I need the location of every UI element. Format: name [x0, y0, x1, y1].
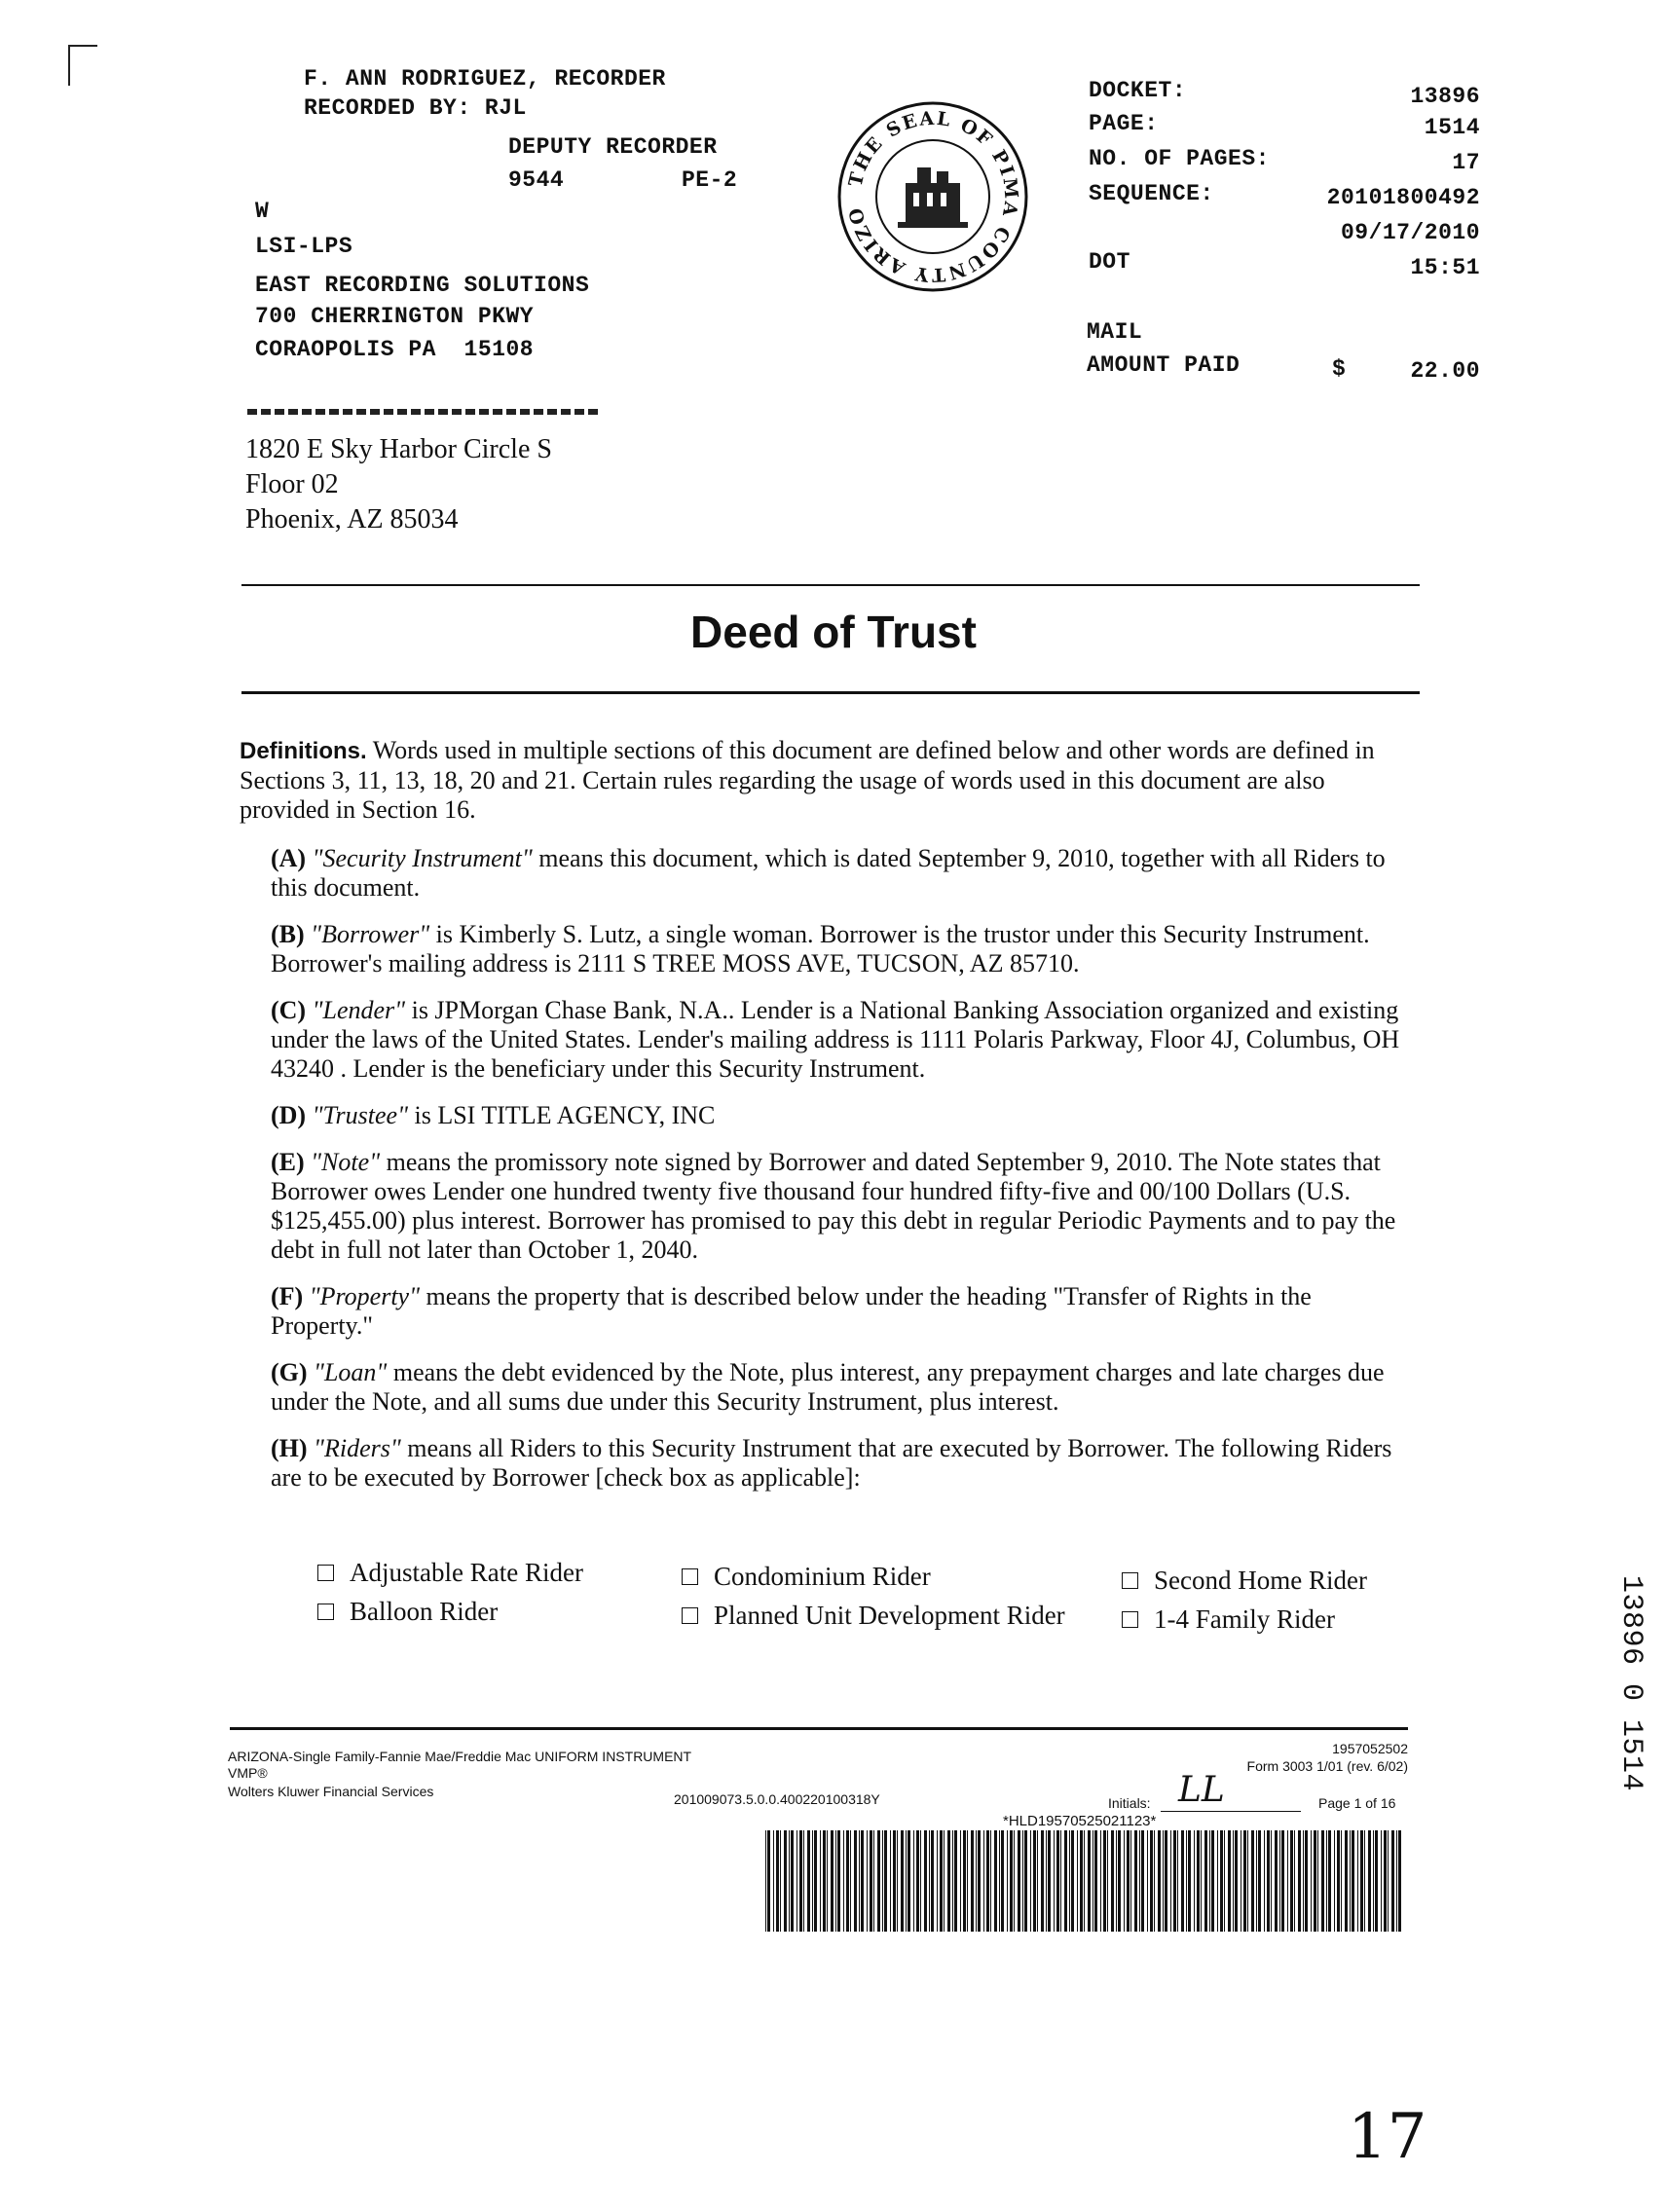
footer-form-number: Form 3003 1/01 (rev. 6/02)	[1246, 1758, 1408, 1774]
prepared-by-cut-line	[247, 403, 598, 417]
prepared-by-line-3: Phoenix, AZ 85034	[245, 504, 459, 535]
return-line-2: EAST RECORDING SOLUTIONS	[255, 273, 590, 298]
return-line-4: CORAOPOLIS PA 15108	[255, 337, 535, 362]
initials-signature: LL	[1178, 1770, 1225, 1810]
rider-condominium[interactable]: Condominium Rider	[682, 1562, 931, 1592]
handwritten-page-count: 17	[1348, 2101, 1427, 2173]
definitions-intro	[240, 736, 1420, 825]
dot-label: DOT	[1089, 249, 1130, 275]
page-value: 1514	[1424, 115, 1480, 140]
document-title: Deed of Trust	[690, 607, 977, 657]
return-line-1: LSI-LPS	[255, 234, 353, 259]
recorded-by: RECORDED BY: RJL	[304, 95, 527, 121]
footer-loan-number: 1957052502	[1332, 1741, 1408, 1756]
recorder-name: F. ANN RODRIGUEZ, RECORDER	[304, 66, 666, 92]
footer-page-number: Page 1 of 16	[1318, 1795, 1396, 1811]
svg-text:THE SEAL OF PIMA COUNTY ARIZON: THE SEAL OF PIMA COUNTY ARIZO	[844, 107, 1022, 286]
definition-h: (H) "Riders" means all Riders to this Security Instrument that are executed by Borrower. The following Riders are to be executed by Borrower [check box as applicable]:	[271, 1434, 1392, 1492]
pages-value: 17	[1452, 150, 1480, 175]
sequence-value: 20101800492	[1326, 185, 1480, 210]
barcode	[765, 1830, 1408, 1932]
sequence-label: SEQUENCE:	[1089, 181, 1214, 206]
definition-f: (F) "Property" means the property that is described below under the heading "Transfer of Rights in the Property."	[271, 1282, 1312, 1340]
footer-publisher: Wolters Kluwer Financial Services	[228, 1784, 434, 1799]
definition-a: (A) "Security Instrument" means this document, which is dated September 9, 2010, together with all Riders to this document.	[271, 844, 1386, 902]
rider-balloon[interactable]: Balloon Rider	[317, 1597, 498, 1627]
title-bottom-rule	[241, 691, 1420, 694]
deputy-recorder: DEPUTY RECORDER	[508, 134, 718, 160]
barcode-text: *HLD19570525021123*	[1003, 1813, 1157, 1829]
definitions-intro-text: Words used in multiple sections of this document are defined below and other words are defined in Sections 3, 11, 13, 18, 20 and 21. Certain rules regarding the usage of words used in this document are also provided in Section 16.	[240, 736, 1375, 824]
return-line-3: 700 CHERRINGTON PKWY	[255, 304, 535, 329]
rider-second-home[interactable]: Second Home Rider	[1122, 1566, 1367, 1596]
page-label: PAGE:	[1089, 111, 1159, 136]
definition-e: (E) "Note" means the promissory note signed by Borrower and dated September 9, 2010. The Note states that Borrower owes Lender one hundred twenty five thousand four hundred fifty-five and 00/100 Dollars (U.S. $125,455.00) plus interest. Borrower has promised to pay this debt in regular Periodic Payments and to pay the debt in full not later than October 1, 2040.	[271, 1148, 1396, 1264]
prepared-by-line-1: 1820 E Sky Harbor Circle S	[245, 434, 552, 464]
docket-value: 13896	[1410, 84, 1480, 109]
definition-g: (G) "Loan" means the debt evidenced by the Note, plus interest, any prepayment charges and late charges due under the Note, and all sums due under this Security Instrument, plus interest.	[271, 1358, 1385, 1416]
amount-value: 22.00	[1410, 358, 1480, 384]
initials-line	[1161, 1811, 1301, 1812]
rider-pud[interactable]: Planned Unit Development Rider	[682, 1601, 1065, 1631]
corner-mark	[68, 45, 97, 86]
definition-d: (D) "Trustee" is LSI TITLE AGENCY, INC	[271, 1101, 716, 1129]
rider-1-4-family[interactable]: 1-4 Family Rider	[1122, 1604, 1335, 1635]
recording-date: 09/17/2010	[1340, 220, 1480, 245]
definitions-section	[240, 736, 1420, 1510]
docket-label: DOCKET:	[1089, 78, 1187, 103]
definition-b: (B) "Borrower" is Kimberly S. Lutz, a single woman. Borrower is the trustor under this Security Instrument. Borrower's mailing address is 2111 S TREE MOSS AVE, TUCSON, AZ 85710.	[271, 920, 1370, 977]
checkbox[interactable]	[317, 1565, 334, 1581]
margin-number: 13896 0 1514	[1614, 1575, 1648, 1792]
recorder-code-2: PE-2	[682, 167, 738, 193]
checkbox[interactable]	[1122, 1572, 1138, 1589]
checkbox[interactable]	[682, 1607, 698, 1624]
pages-label: NO. OF PAGES:	[1089, 146, 1270, 171]
footer-initials-label: Initials:	[1108, 1795, 1151, 1811]
definitions-lead: Definitions.	[240, 738, 367, 764]
return-w: W	[255, 199, 270, 224]
rider-adjustable-rate[interactable]: Adjustable Rate Rider	[317, 1558, 583, 1588]
title-top-rule	[241, 584, 1420, 586]
checkbox[interactable]	[682, 1568, 698, 1585]
mail-label: MAIL	[1087, 319, 1143, 345]
footer-doc-id: 201009073.5.0.0.4002201003​18Y	[674, 1791, 880, 1807]
prepared-by-line-2: Floor 02	[245, 469, 339, 499]
recorder-code-1: 9544	[508, 167, 565, 193]
footer-rule	[230, 1727, 1408, 1730]
definition-c: (C) "Lender" is JPMorgan Chase Bank, N.A.. Lender is a National Banking Association organized and existing under the laws of the United States. Lender's mailing address is 1111 Polaris Parkway, Floor 4J, Columbus, OH 43240 . Lender is the beneficiary under this Security Instrument.	[271, 996, 1400, 1083]
county-seal	[835, 99, 1030, 294]
checkbox[interactable]	[1122, 1611, 1138, 1628]
checkbox[interactable]	[317, 1604, 334, 1620]
amount-currency: $	[1332, 356, 1347, 382]
footer-vmp: VMP®	[228, 1765, 268, 1781]
amount-label: AMOUNT PAID	[1087, 352, 1241, 378]
recording-time: 15:51	[1410, 255, 1480, 280]
footer-form-title: ARIZONA-Single Family-Fannie Mae/Freddie Mac UNIFORM INSTRUMENT	[228, 1749, 692, 1764]
